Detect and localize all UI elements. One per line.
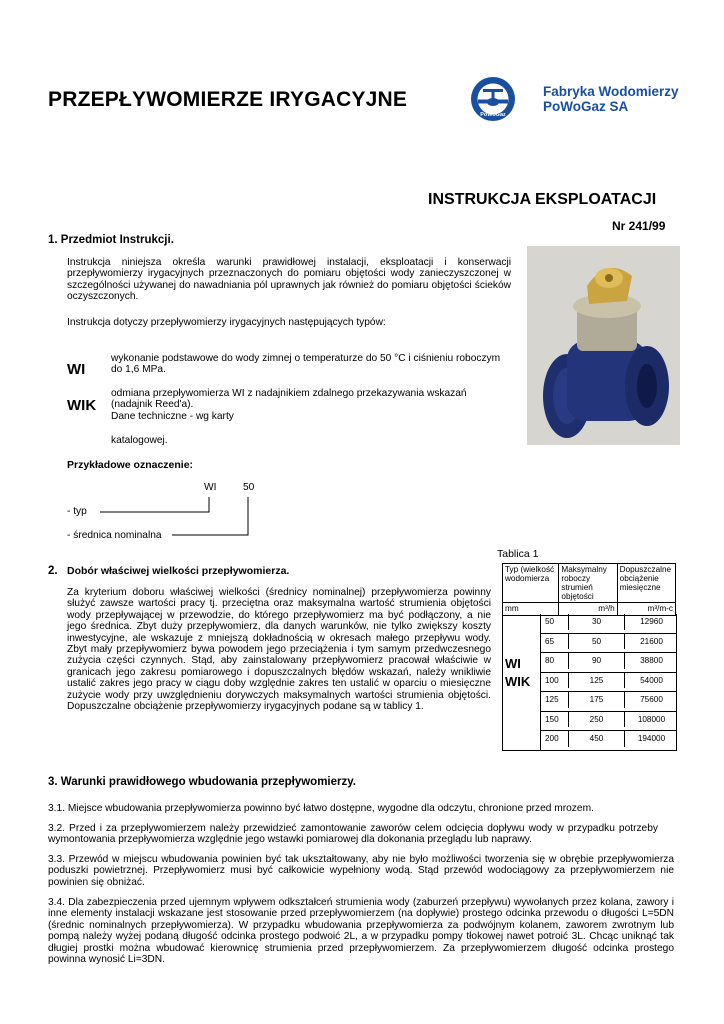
table-type-wik: WIK [505, 674, 531, 689]
document-number: Nr 241/99 [612, 219, 666, 233]
table-header-monthly-load: Dopuszczalne obciążenie miesięczne [617, 564, 675, 603]
table-caption: Tablica 1 [497, 548, 539, 560]
table-cell-monthly: 12960 [624, 614, 678, 630]
table-cell-max-flow: 175 [568, 692, 624, 708]
section-3-2: 3.2. Przed i za przepływomierzem należy przewidzieć zamontowanie zaworów celem odcięcia dopływu wody w przypadku potrzeby wymontowania przepływomierza względnie jego wstawki pomiarowej dla dokonania przeglądu lub naprawy. [48, 823, 658, 846]
table-header-type: Typ (wielkość wodomierza [503, 564, 559, 603]
table-cell-monthly: 54000 [624, 673, 678, 689]
table-cell-monthly: 108000 [624, 712, 678, 728]
table-cell-monthly: 75600 [624, 692, 678, 708]
section-3-4: 3.4. Dla zabezpieczenia przed ujemnym wpływem odkształceń strumienia wody (zaburzeń przepływu) wywołanych przez kolana, zawory i inne elementy instalacji wskazane jest stosowanie przed przepływomierzem (na dopływie) prostego odcinka przewodu o długości L=5DN (średnic nominalnych przepływomierza). W przypadku wbudowania przepływomierza za podwójnym kolanem, zaworem zwrotnym lub pompą należy wyżej podaną długość odcinka prostego podwoić 2L, a w przypadku pompy tłokowej nawet potroić 3L. Chcąc uniknąć tak długiej prostki można wbudować kierownicę strumienia przed przepływomierzem. Za przepływomierzem długość odcinka prostego powinna wynosić Li=3DN. [48, 897, 674, 966]
table-cell-dn: 65 [545, 636, 555, 646]
table-cell-dn: 125 [545, 695, 559, 704]
table-cell-dn: 100 [545, 675, 559, 685]
table-cell-monthly: 194000 [624, 731, 678, 747]
page-title: PRZEPŁYWOMIERZE IRYGACYJNE [48, 88, 408, 111]
table-row [540, 653, 677, 673]
table-row [540, 673, 677, 693]
section-2-heading: Dobór właściwej wielkości przepływomierza. [67, 565, 290, 577]
table-unit-mm: mm [503, 603, 559, 616]
table-cell-dn: 200 [545, 734, 559, 743]
table-cell-dn: 50 [545, 617, 555, 626]
water-meter-photo [527, 246, 680, 445]
table-body [502, 614, 677, 751]
example-label-type: - typ [67, 506, 87, 517]
table-type-wi: WI [505, 656, 521, 671]
type-code-wi: WI [67, 361, 86, 378]
table-cell-max-flow: 90 [568, 653, 624, 669]
table-cell-max-flow: 30 [568, 614, 624, 630]
table-row [540, 731, 677, 751]
table-unit-monthly: m³/m-c [617, 603, 675, 616]
table-cell-dn: 150 [545, 714, 559, 724]
company-line-1: Fabryka Wodomierzy [543, 84, 679, 99]
table-cell-monthly: 21600 [624, 634, 678, 650]
table-1 [502, 563, 676, 616]
section-1-heading: 1. Przedmiot Instrukcji. [48, 234, 174, 246]
section-1-paragraph-2: Instrukcja dotyczy przepływomierzy irygacyjnych następujących typów: [67, 317, 386, 328]
example-label-dn: - średnica nominalna [67, 530, 162, 541]
type-desc-wik: odmiana przepływomierza WI z nadajnikiem zdalnego przekazywania wskazań (nadajnik Reed'a). [111, 388, 467, 411]
type-desc-wik-3: katalogowej. [111, 435, 168, 446]
table-cell-monthly: 38800 [624, 653, 678, 669]
section-2-number: 2. [48, 565, 58, 577]
company-line-2: PoWoGaz SA [543, 99, 629, 114]
table-cell-max-flow: 50 [568, 634, 624, 650]
table-row [540, 634, 677, 654]
type-code-wik: WIK [67, 397, 97, 414]
document-title: INSTRUKCJA EKSPLOATACJI [428, 191, 657, 208]
example-heading: Przykładowe oznaczenie: [67, 459, 194, 471]
table-row [540, 712, 677, 732]
table-cell-max-flow: 125 [568, 673, 624, 689]
table-header-max-flow: Maksymalny roboczy strumień objętości [559, 564, 617, 603]
table-cell-dn: 80 [545, 656, 555, 665]
section-1-paragraph-1: Instrukcja niniejsza określa warunki prawidłowej instalacji, eksploatacji i konserwacji przepływomierzy irygacyjnych przeznaczonych do pomiaru objętości wody zanieczyszczonej w szczególności używanej do nawadniania pól uprawnych jak również do pomiaru objętości ścieków oczyszczonych. [67, 257, 511, 303]
section-2-text: Za kryterium doboru właściwej wielkości (średnicy nominalnej) przepływomierza powinny służyć zawsze wartości pracy tj. przeciętna oraz maksymalna wartość strumienia objętości wody przepływającej w przewodzie, do którego przepływomierz ma być podłączony, a nie jego średnica. Zbyt duży przepływomierz, dla danych warunków, nie tylko zwiększy koszty inwestycyjne, ale wskazuje z mniejszą dokładnością w okresach małego przepływu wody. Zbyt mały przepływomierz bywa powodem jego przeciążenia i tym samym przedwczesnego zużycia części czynnych. Stąd, aby zainstalowany przepływomierz pracował właściwie w granicach jego zakresu pomiarowego i dopuszczalnych błędów wskazań, należy wnikliwie ustalić zakres jego pracy w ciągu doby względnie zakres ten ustalić w oparciu o miesięczne zużycie wody przy uwzględnieniu dorywczych maksymalnych wartości strumienia objętości. Dopuszczalne obciążenie przepływomierzy irygacyjnych podane są w tablicy 1. [67, 587, 491, 713]
section-3-1: 3.1. Miejsce wbudowania przepływomierza powinno być łatwo dostępne, wygodne dla odczytu, chronione przed mrozem. [48, 803, 594, 814]
table-unit-flow: m³/h [559, 603, 617, 616]
logo-text: PoWoGaz [480, 112, 506, 118]
table-cell-max-flow: 250 [568, 712, 624, 728]
table-row [540, 614, 677, 634]
section-3-3: 3.3. Przewód w miejscu wbudowania powinien być tak ukształtowany, aby nie było możliwości tworzenia się w obrębie przepływomierza poduszki powietrznej. Przepływomierz musi być całkowicie wypełniony wodą. Stąd przewód wodociągowy za przepływomierzem nie powinien się obniżać. [48, 854, 674, 888]
table-row [540, 692, 677, 712]
example-code-wi: WI [204, 482, 217, 493]
type-desc-wik-2: Dane techniczne - wg karty [111, 411, 234, 422]
section-3-heading: 3. Warunki prawidłowego wbudowania przepływomierzy. [48, 776, 356, 788]
example-code-50: 50 [243, 482, 255, 493]
type-desc-wi: wykonanie podstawowe do wody zimnej o temperaturze do 50 °C i ciśnieniu roboczym do 1,6 MPa. [111, 353, 501, 376]
table-cell-max-flow: 450 [568, 731, 624, 747]
